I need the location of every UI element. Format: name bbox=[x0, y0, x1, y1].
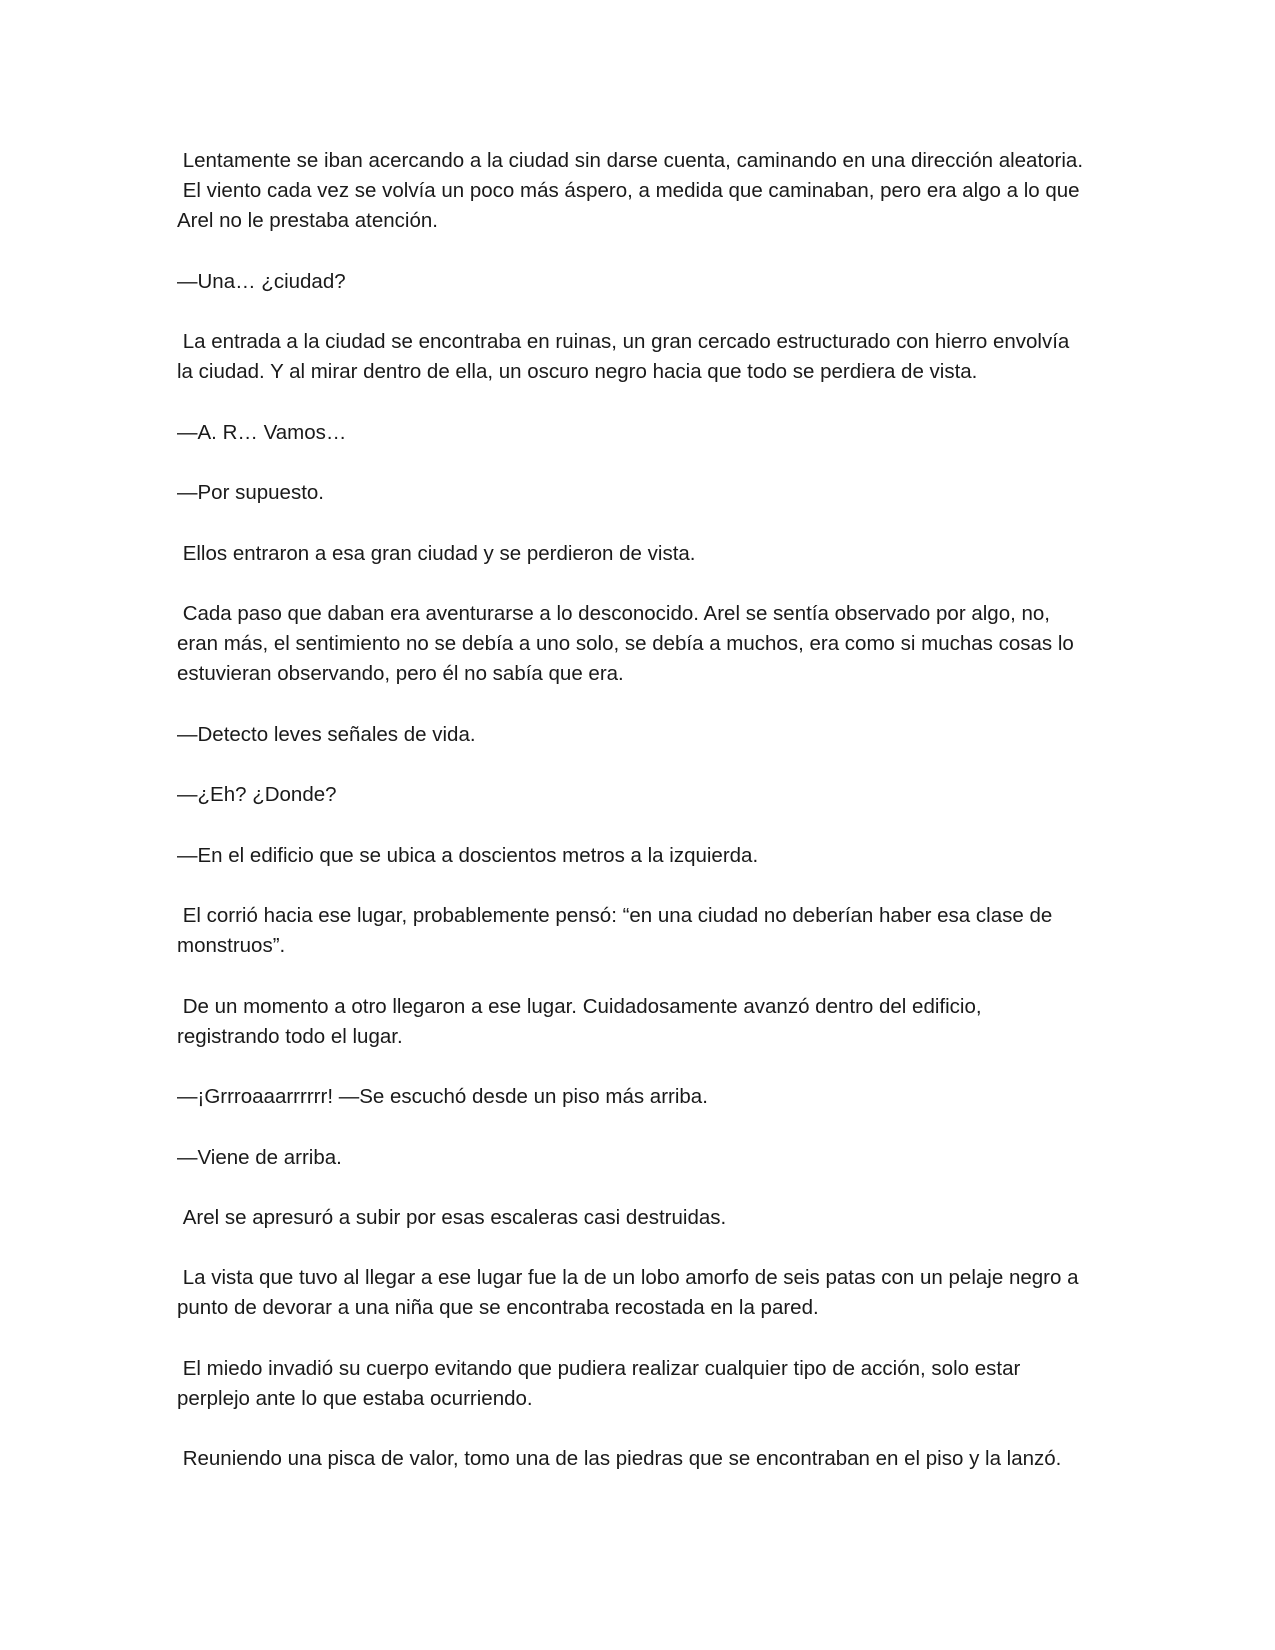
paragraph-2: La entrada a la ciudad se encontraba en ruinas, un gran cercado estructurado con hierro envolvía la ciudad. Y al mirar dentro de ella, un oscuro negro hacia que todo se perdiera de vista. bbox=[177, 330, 1070, 384]
paragraph-10: Reuniendo una pisca de valor, tomo una de las piedras que se encontraban en el piso y la lanzó. bbox=[177, 1447, 1062, 1471]
paragraph-7: Arel se apresuró a subir por esas escaleras casi destruidas. bbox=[177, 1205, 727, 1229]
dialogue-line-6: —En el edificio que se ubica a doscientos metros a la izquierda. bbox=[177, 843, 759, 867]
dialogue-line-5: —¿Eh? ¿Donde? bbox=[177, 783, 337, 807]
paragraph-9: El miedo invadió su cuerpo evitando que pudiera realizar cualquier tipo de acción, solo estar perplejo ante lo que estaba ocurriendo. bbox=[177, 1356, 1021, 1411]
dialogue-line-7: —¡Grrroaaarrrrrr! —Se escuchó desde un piso más arriba. bbox=[177, 1085, 708, 1109]
dialogue-line-1: —Una… ¿ciudad? bbox=[177, 269, 346, 293]
paragraph-8: La vista que tuvo al llegar a ese lugar fue la de un lobo amorfo de seis patas con un pelaje negro a punto de devorar a una niña que se encontraba recostada en la pared. bbox=[177, 1266, 1079, 1320]
paragraph-3: Ellos entraron a esa gran ciudad y se perdieron de vista. bbox=[177, 541, 696, 565]
paragraph-5: El corrió hacia ese lugar, probablemente pensó: “en una ciudad no deberían haber esa clase de monstruos”. bbox=[177, 903, 1053, 958]
dialogue-line-2: —A. R… Vamos… bbox=[177, 420, 347, 444]
paragraph-4: Cada paso que daban era aventurarse a lo desconocido. Arel se sentía observado por algo, no, eran más, el sentimiento no se debía a uno solo, se debía a muchos, era como si muchas cosas lo estuvieran observando, pero él no sabía que era. bbox=[177, 601, 1074, 686]
paragraph-1: Lentamente se iban acercando a la ciudad sin darse cuenta, caminando en una dirección aleatoria. El viento cada vez se volvía un poco más áspero, a medida que caminaban, pero era algo a lo que Arel no le prestaba atención. bbox=[177, 149, 1084, 233]
dialogue-line-3: —Por supuesto. bbox=[177, 481, 324, 505]
body-text bbox=[177, 146, 1107, 1505]
paragraph-6: De un momento a otro llegaron a ese lugar. Cuidadosamente avanzó dentro del edificio, registrando todo el lugar. bbox=[177, 994, 982, 1048]
dialogue-line-4: —Detecto leves señales de vida. bbox=[177, 722, 476, 746]
dialogue-line-8: —Viene de arriba. bbox=[177, 1145, 342, 1169]
